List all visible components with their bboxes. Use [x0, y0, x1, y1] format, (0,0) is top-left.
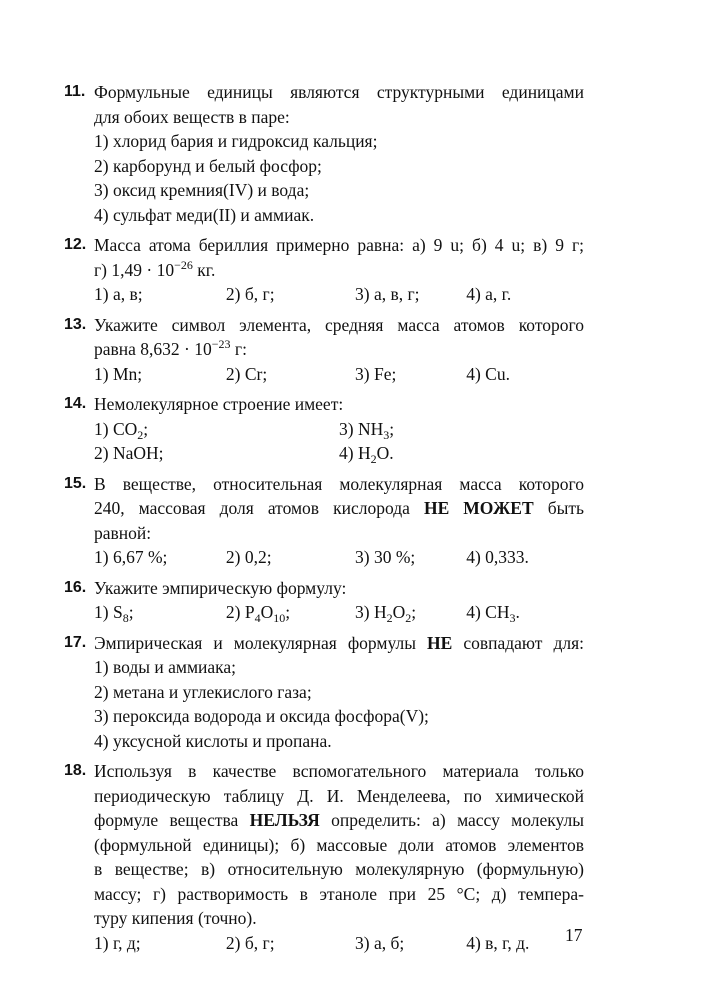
question-text: туру кипения (точно).: [94, 908, 257, 928]
question-text: Укажите эмпирическую формулу:: [94, 577, 347, 598]
answer-options: [94, 282, 584, 307]
answer-option: 2) $P_4O_{10}$;: [225, 602, 291, 625]
question-text: Эмпирическая и молекулярная формулы НЕ совпадают для:: [94, 632, 585, 653]
answer-options: [94, 600, 584, 625]
question-text: для обоих веществ в паре:: [94, 106, 290, 127]
answer-option: 1) $CO_2$;: [94, 418, 149, 442]
question-text: формуле вещества НЕЛЬЗЯ определить: а) массу молекулы: [94, 810, 584, 830]
answer-option: 4) $H_2O$.: [339, 443, 394, 466]
answer-option: 4) в, г, д.: [466, 932, 530, 953]
question-text: Немолекулярное строение имеет:: [94, 394, 344, 414]
question-text: (формульной единицы); б) массовые доли атомов элементов: [94, 834, 584, 855]
question-13: [64, 313, 584, 387]
question-number: 18.: [64, 762, 87, 779]
question-11: [64, 80, 584, 227]
answer-option: 1) г, д;: [94, 932, 141, 953]
answer-option: 4) сульфат меди(II) и аммиак.: [94, 204, 315, 225]
answer-option: 3) а, в, г;: [355, 284, 420, 304]
answer-option: 1) $S_8$;: [94, 602, 134, 625]
question-text: Укажите символ элемента, средняя масса атомов которого: [94, 314, 584, 335]
answer-options: [94, 362, 584, 387]
answer-options: [94, 931, 584, 956]
answer-option: 3) оксид кремния(IV) и вода;: [94, 180, 310, 200]
question-text: Используя в качестве вспомогательного материала только: [94, 761, 584, 781]
answer-option: 1) а, в;: [94, 284, 143, 304]
answer-option: 2) б, г;: [225, 932, 275, 953]
question-number: 15.: [64, 474, 87, 492]
question-number: 14.: [64, 395, 87, 412]
answer-option: 4) 0,333.: [466, 547, 529, 567]
question-16: [64, 576, 584, 625]
question-text: равна $8,632 \cdot 10^{-23}$ г:: [94, 337, 247, 359]
answer-option: 2) NaOH;: [94, 443, 164, 463]
answer-option: 2) б, г;: [225, 284, 275, 304]
question-number: 11.: [64, 83, 86, 100]
question-text: г) $1,49 \cdot 10^{-26}$ кг.: [94, 257, 216, 280]
answer-options: [94, 417, 584, 442]
answer-option: 3) Fe;: [355, 363, 397, 384]
answer-options: [94, 545, 584, 570]
answer-option: 1) Mn;: [94, 363, 143, 384]
answer-option: 4) уксусной кислоты и пропана.: [94, 730, 332, 751]
question-text: Формульные единицы являются структурными единицами: [94, 82, 584, 102]
answer-option: 1) хлорид бария и гидроксид кальция;: [94, 131, 378, 151]
answer-option: 3) пероксида водорода и оксида фосфора(V);: [94, 706, 429, 726]
page-number: 17: [565, 925, 583, 945]
question-text: Масса атома бериллия примерно равна: а) 9 u; б) 4 u; в) 9 г;: [94, 235, 584, 255]
question-17: [64, 631, 584, 754]
answer-option: 4) Cu.: [466, 363, 510, 384]
question-text: массу; г) растворимость в этаноле при 25 °С; д) темпера-: [94, 883, 584, 904]
answer-options: [94, 441, 584, 466]
answer-option: 3) 30 %;: [355, 547, 416, 567]
question-text: равной:: [94, 522, 152, 543]
question-text: В веществе, относительная молекулярная масса которого: [94, 473, 584, 494]
answer-option: 2) метана и углекислого газа;: [94, 681, 312, 702]
question-15: [64, 472, 584, 570]
answer-option: 3) а, б;: [355, 932, 405, 953]
answer-option: 2) Cr;: [225, 363, 268, 384]
answer-option: 4) $CH_3$.: [466, 602, 520, 625]
question-text: в веществе; в) относительную молекулярную (формульную): [94, 859, 584, 879]
answer-option: 4) а, г.: [466, 284, 512, 304]
question-number: 16.: [64, 578, 87, 596]
answer-option: 3) $H_2O_2$;: [355, 602, 417, 625]
question-text: 240, массовая доля атомов кислорода НЕ МОЖЕТ быть: [94, 498, 584, 518]
question-number: 17.: [64, 633, 87, 651]
question-text: периодическую таблицу Д. И. Менделеева, по химической: [94, 785, 584, 806]
answer-option: 1) 6,67 %;: [94, 547, 168, 567]
question-18: [64, 759, 584, 955]
question-12: [64, 233, 584, 307]
answer-option: 1) воды и аммиака;: [94, 657, 237, 677]
answer-option: 2) карборунд и белый фосфор;: [94, 155, 322, 176]
page-content: [64, 80, 584, 961]
answer-option: 3) $NH_3$;: [339, 418, 395, 442]
question-14: [64, 392, 584, 466]
question-number: 13.: [64, 315, 87, 333]
answer-option: 2) 0,2;: [225, 547, 272, 567]
question-number: 12.: [64, 236, 87, 253]
